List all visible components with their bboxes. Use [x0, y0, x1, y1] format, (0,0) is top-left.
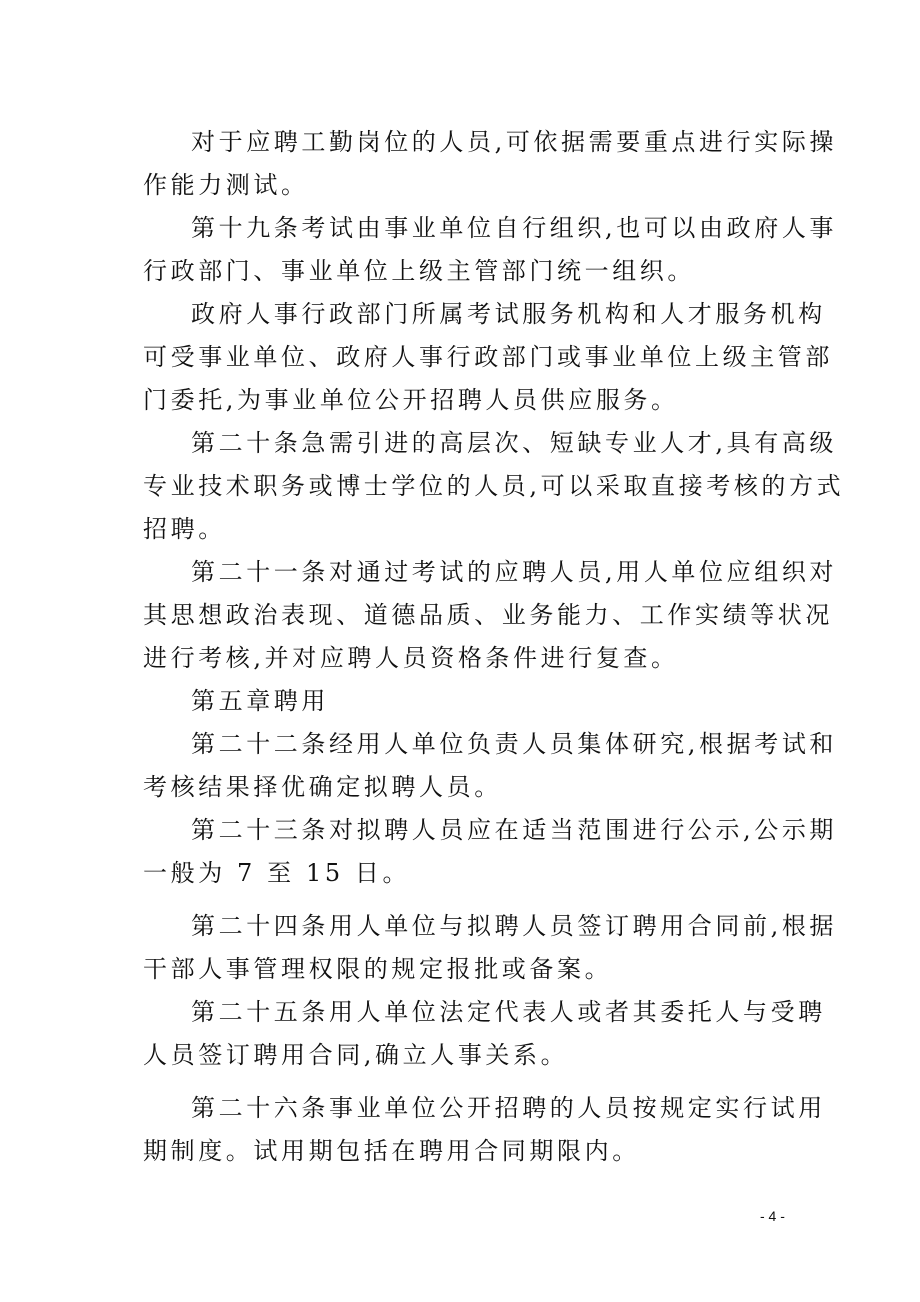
text-line: 行政部门、事业单位上级主管部门统一组织。	[143, 257, 695, 285]
text-line: 第十九条考试由事业单位自行组织,也可以由政府人事	[191, 214, 838, 242]
text-line: 可受事业单位、政府人事行政部门或事业单位上级主管部	[143, 343, 833, 371]
text-line: 招聘。	[143, 515, 226, 543]
text-line: 干部人事管理权限的规定报批或备案。	[143, 955, 613, 983]
text-line: 作能力测试。	[143, 171, 309, 199]
text-line: 专业技术职务或博士学位的人员,可以采取直接考核的方式	[143, 472, 845, 500]
text-line: 政府人事行政部门所属考试服务机构和人才服务机构	[191, 300, 826, 328]
text-line: 考核结果择优确定拟聘人员。	[143, 773, 502, 801]
chapter-heading: 第五章聘用	[191, 687, 329, 715]
text-line: 第二十五条用人单位法定代表人或者其委托人与受聘	[191, 998, 826, 1026]
text-line: 期制度。试用期包括在聘用合同期限内。	[143, 1137, 640, 1165]
text-line: 第二十四条用人单位与拟聘人员签订聘用合同前,根据	[191, 912, 838, 940]
text-line: 门委托,为事业单位公开招聘人员供应服务。	[143, 386, 679, 414]
text-line: 进行考核,并对应聘人员资格条件进行复查。	[143, 644, 679, 672]
text-line: 第二十条急需引进的高层次、短缺专业人才,具有高级	[191, 429, 838, 457]
text-line: 第二十三条对拟聘人员应在适当范围进行公示,公示期	[191, 816, 838, 844]
text-line: 第二十二条经用人单位负责人员集体研究,根据考试和	[191, 730, 838, 758]
text-line: 第二十六条事业单位公开招聘的人员按规定实行试用	[191, 1094, 826, 1122]
text-line: 其思想政治表现、道德品质、业务能力、工作实绩等状况	[143, 601, 833, 629]
text-line: 一般为 7 至 15 日。	[143, 859, 411, 887]
page-number: - 4 -	[760, 1208, 785, 1224]
text-line: 人员签订聘用合同,确立人事关系。	[143, 1041, 569, 1069]
text-line: 第二十一条对通过考试的应聘人员,用人单位应组织对	[191, 558, 838, 586]
text-line: 对于应聘工勤岗位的人员,可依据需要重点进行实际操	[191, 128, 838, 156]
